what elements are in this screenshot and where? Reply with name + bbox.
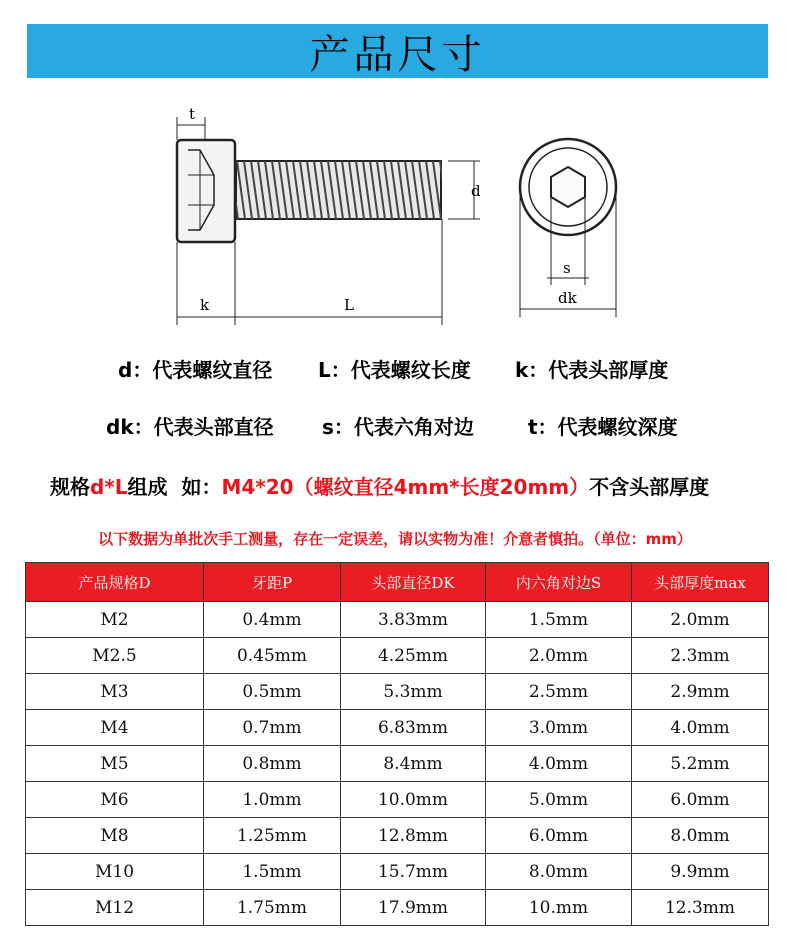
table-row (26, 710, 769, 746)
table-cell: 4.0mm (486, 746, 632, 782)
table-cell: 3.83mm (341, 602, 486, 638)
table-cell: M2 (26, 602, 204, 638)
table-row (26, 674, 769, 710)
table-cell: 12.8mm (341, 818, 486, 854)
table-cell: 10.0mm (341, 782, 486, 818)
table-cell: 3.0mm (486, 710, 632, 746)
table-cell: 15.7mm (341, 854, 486, 890)
table-row (26, 854, 769, 890)
table-cell: M3 (26, 674, 204, 710)
table-cell: 0.5mm (204, 674, 341, 710)
table-row (26, 818, 769, 854)
table-cell: 8.0mm (632, 818, 769, 854)
table-cell: 1.5mm (486, 602, 632, 638)
table-row (26, 782, 769, 818)
table-cell: M8 (26, 818, 204, 854)
table-cell: 2.0mm (486, 638, 632, 674)
label-k: k (200, 296, 210, 314)
legend-s: s：代表六角对边 (322, 415, 474, 439)
legend-L: L：代表螺纹长度 (318, 358, 471, 382)
header-head-thickness: 头部厚度max (632, 563, 769, 602)
measurement-notice: 以下数据为单批次手工测量，存在一定误差，请以实物为准！介意者慎拍。（单位：mm） (98, 530, 692, 548)
table-header-row (26, 563, 769, 602)
table-cell: 6.0mm (632, 782, 769, 818)
table-cell: 1.5mm (204, 854, 341, 890)
table-row (26, 746, 769, 782)
screw-side-view (177, 117, 480, 325)
header-hex-width: 内六角对边S (486, 563, 632, 602)
table-cell: M5 (26, 746, 204, 782)
header-head-diameter: 头部直径DK (341, 563, 486, 602)
spec-middle: 组成 如： (127, 475, 222, 499)
spec-formula: d*L (90, 475, 128, 499)
table-cell: 17.9mm (341, 890, 486, 926)
table-cell: M12 (26, 890, 204, 926)
table-cell: 5.3mm (341, 674, 486, 710)
table-cell: M6 (26, 782, 204, 818)
spec-line (50, 471, 709, 500)
table-cell: 5.0mm (486, 782, 632, 818)
table-cell: 6.0mm (486, 818, 632, 854)
table-cell: M4 (26, 710, 204, 746)
table-cell: 12.3mm (632, 890, 769, 926)
table-cell: 1.0mm (204, 782, 341, 818)
label-L: L (344, 296, 354, 314)
table-cell: 2.5mm (486, 674, 632, 710)
header-spec: 产品规格D (26, 563, 204, 602)
table-cell: 2.3mm (632, 638, 769, 674)
screw-diagram (0, 95, 790, 335)
legend-k: k：代表头部厚度 (515, 358, 669, 382)
legend-t: t：代表螺纹深度 (528, 415, 678, 439)
page-title: 产品尺寸 (309, 31, 486, 78)
table-cell: 1.25mm (204, 818, 341, 854)
label-t: t (189, 105, 196, 123)
title-banner (27, 24, 768, 78)
table-cell: 4.0mm (632, 710, 769, 746)
table-cell: 2.0mm (632, 602, 769, 638)
legend-dk: dk：代表头部直径 (106, 415, 274, 439)
table-cell: 10.mm (486, 890, 632, 926)
table-cell: 6.83mm (341, 710, 486, 746)
table-cell: 8.0mm (486, 854, 632, 890)
label-dk: dk (558, 289, 577, 307)
legend-d: d：代表螺纹直径 (118, 358, 273, 382)
table-cell: 0.8mm (204, 746, 341, 782)
table-cell: 5.2mm (632, 746, 769, 782)
table-cell: 1.75mm (204, 890, 341, 926)
spec-prefix: 规格 (50, 475, 90, 499)
table-cell: M2.5 (26, 638, 204, 674)
table-cell: 0.7mm (204, 710, 341, 746)
spec-suffix: 不含头部厚度 (589, 475, 710, 499)
table-cell: 2.9mm (632, 674, 769, 710)
table-row (26, 890, 769, 926)
table-row (26, 638, 769, 674)
table-cell: 4.25mm (341, 638, 486, 674)
table-cell: M10 (26, 854, 204, 890)
header-pitch: 牙距P (204, 563, 341, 602)
label-s: s (563, 259, 571, 277)
spec-example: M4*20（螺纹直径4mm*长度20mm） (221, 475, 590, 499)
size-table (25, 562, 769, 926)
table-cell: 0.4mm (204, 602, 341, 638)
table-cell: 8.4mm (341, 746, 486, 782)
label-d: d (471, 182, 481, 200)
table-cell: 9.9mm (632, 854, 769, 890)
table-row (26, 602, 769, 638)
table-cell: 0.45mm (204, 638, 341, 674)
